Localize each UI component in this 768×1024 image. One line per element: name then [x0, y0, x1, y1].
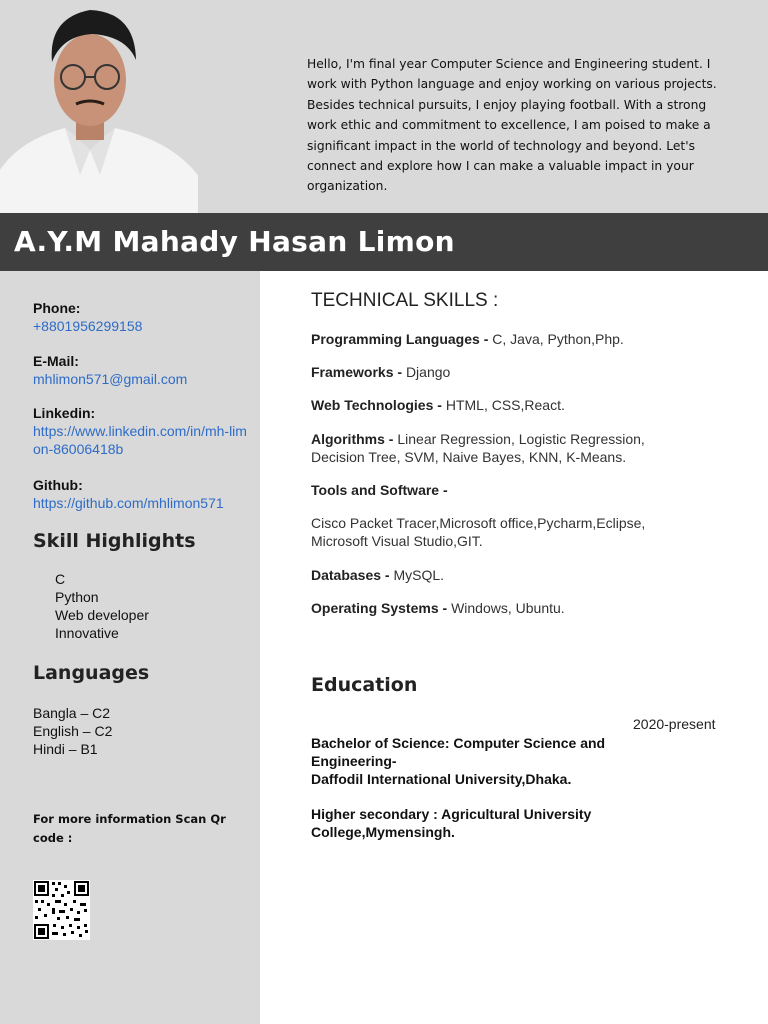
education-date: 2020-present	[633, 716, 716, 732]
linkedin-link[interactable]: https://www.linkedin.com/in/mh-limon-86006418b	[33, 423, 247, 457]
phone-label: Phone:	[33, 300, 81, 316]
skill-value: MySQL.	[393, 567, 445, 583]
list-item: Bangla – C2	[33, 705, 111, 721]
skill-value: Linear Regression, Logistic Regression, Decision Tree, SVM, Naive Bayes, KNN, K-Means.	[311, 431, 645, 465]
skill-row-tools-list	[311, 514, 691, 550]
education-degree: Bachelor of Science: Computer Science and Engineering-	[311, 735, 606, 769]
skill-label: Frameworks	[311, 364, 394, 380]
skill-label: Programming Languages	[311, 331, 480, 347]
skill-label: Databases	[311, 567, 382, 583]
github-label: Github:	[33, 477, 83, 493]
skill-row-os	[311, 599, 731, 617]
github-link[interactable]: https://github.com/mhlimon571	[33, 495, 224, 511]
education-secondary: Higher secondary : Agricultural University College,Mymensingh.	[311, 806, 592, 840]
phone-value[interactable]: +8801956299158	[33, 318, 143, 334]
bio-text: Hello, I'm final year Computer Science and Engineering student. I work with Python language and enjoy working on various projects. Besides technical pursuits, I enjoy playing football. With a strong work ethic and commitment to excellence, I am poised to make a significant impact in the world of technology and beyond. Let's connect and explore how I can make a valuable impact in your organization.	[307, 57, 717, 194]
skill-label: Algorithms	[311, 431, 385, 447]
skill-row-databases	[311, 566, 731, 584]
list-item: Web developer	[55, 607, 149, 623]
skill-highlights-list	[55, 570, 149, 642]
education-university: Daffodil International University,Dhaka.	[311, 771, 572, 787]
skill-label: Web Technologies	[311, 397, 434, 413]
header	[0, 0, 768, 213]
skill-separator: -	[384, 431, 398, 447]
skill-label: Tools and Software	[311, 482, 440, 498]
linkedin-label: Linkedin:	[33, 405, 96, 421]
languages-heading: Languages	[33, 662, 150, 684]
list-item: Python	[55, 589, 99, 605]
list-item: Hindi – B1	[33, 741, 98, 757]
skill-separator: -	[393, 364, 406, 380]
skill-value: HTML, CSS,React.	[445, 397, 565, 413]
skill-value: Windows, Ubuntu.	[451, 600, 565, 616]
skill-value: Django	[405, 364, 451, 380]
name-bar	[0, 213, 768, 271]
skill-value: C, Java, Python,Php.	[492, 331, 624, 347]
skill-row-frameworks	[311, 363, 731, 381]
list-item: Innovative	[55, 625, 119, 641]
email-link[interactable]: mhlimon571@gmail.com	[33, 371, 188, 387]
skill-separator: -	[381, 567, 394, 583]
skill-row-programming	[311, 330, 731, 348]
email-label: E-Mail:	[33, 353, 79, 369]
skill-label: Operating Systems	[311, 600, 439, 616]
skill-separator: -	[438, 600, 452, 616]
skill-row-algorithms	[311, 430, 691, 466]
skill-separator: -	[433, 397, 446, 413]
skill-highlights-heading: Skill Highlights	[33, 530, 196, 552]
skill-row-web	[311, 396, 731, 414]
full-name: A.Y.M Mahady Hasan Limon	[14, 225, 455, 258]
skill-value: Cisco Packet Tracer,Microsoft office,Pycharm,Eclipse, Microsoft Visual Studio,GIT.	[311, 515, 646, 549]
skill-separator: -	[479, 331, 493, 347]
technical-skills-heading: TECHNICAL SKILLS :	[311, 290, 499, 311]
list-item: C	[55, 571, 66, 587]
education-heading: Education	[311, 674, 418, 696]
skill-row-tools	[311, 481, 731, 499]
list-item: English – C2	[33, 723, 113, 739]
profile-photo	[0, 0, 200, 213]
languages-list	[33, 704, 112, 758]
qr-code[interactable]	[33, 880, 90, 940]
qr-note: For more information Scan Qr code :	[33, 812, 226, 845]
skill-separator: -	[439, 482, 448, 498]
